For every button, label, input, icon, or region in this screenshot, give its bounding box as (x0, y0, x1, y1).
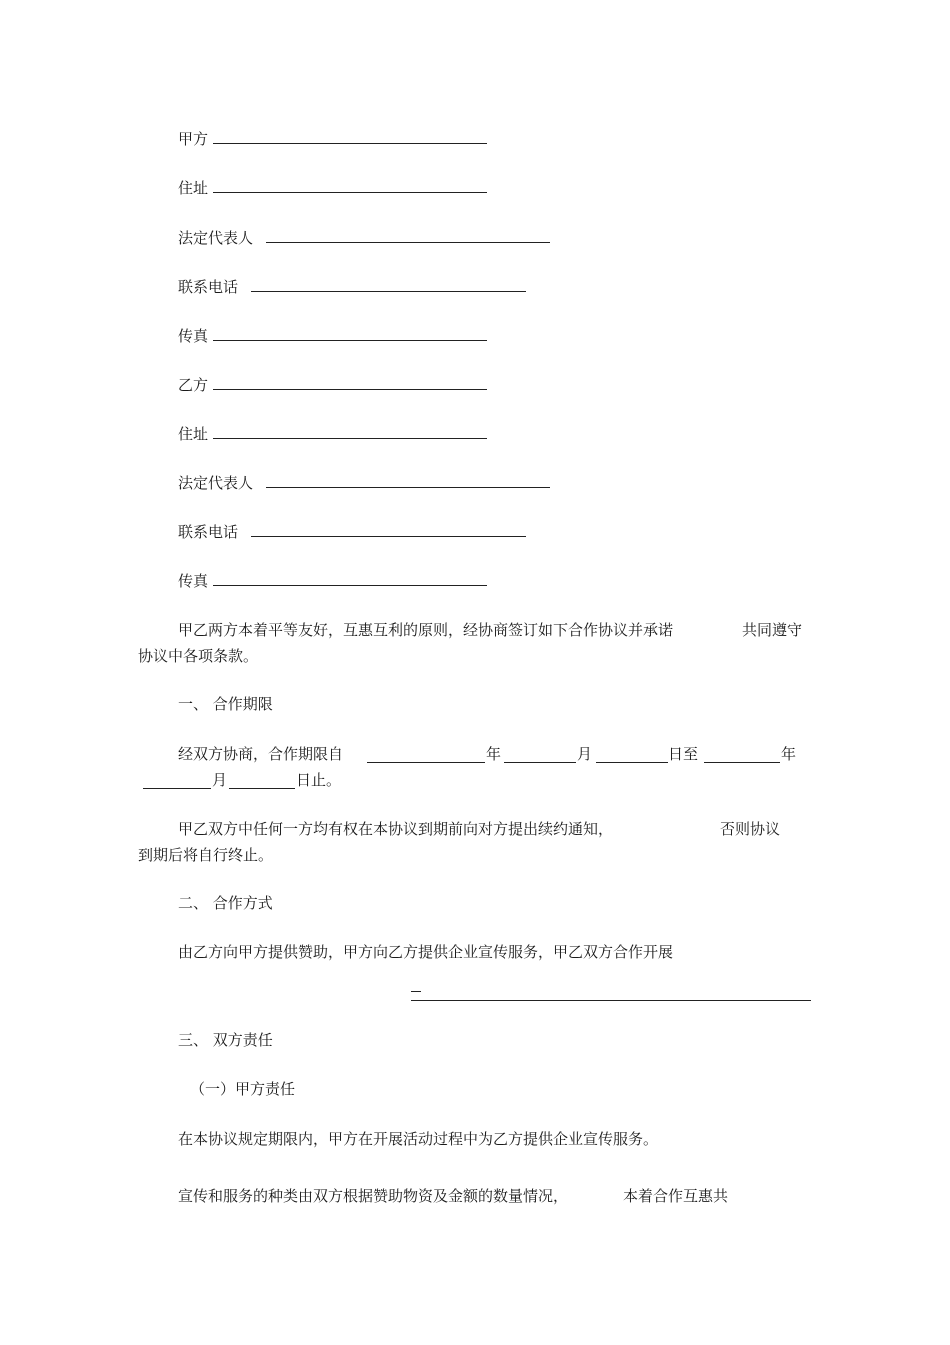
cooperation-content-blank[interactable] (411, 999, 811, 1001)
party-a-phone-label: 联系电话 (178, 278, 239, 296)
party-a-rep-line (178, 227, 550, 248)
section1-heading: 一、 合作期限 (178, 695, 273, 713)
party-b-address-label: 住址 (178, 425, 209, 443)
party-a-address-line (178, 177, 487, 198)
renewal-text-3: 到期后将自行终止。 (138, 846, 274, 864)
party-b-rep-line (178, 472, 550, 493)
start-year-blank[interactable] (367, 761, 485, 763)
end-year-label: 年 (781, 745, 797, 763)
section3-heading: 三、 双方责任 (178, 1031, 273, 1049)
cooperation-dash (411, 990, 421, 992)
party-a-fax-line (178, 325, 487, 346)
start-month-blank[interactable] (504, 761, 576, 763)
party-a-phone-blank[interactable] (251, 276, 526, 292)
party-a-address-blank[interactable] (213, 177, 487, 193)
party-a-duty-heading: （一）甲方责任 (190, 1080, 296, 1098)
end-month-label: 月 (212, 771, 228, 789)
party-a-rep-label: 法定代表人 (178, 229, 254, 247)
renewal-text-1: 甲乙双方中任何一方均有权在本协议到期前向对方提出续约通知， (178, 820, 614, 838)
party-a-fax-label: 传真 (178, 327, 209, 345)
intro-text-3: 协议中各项条款。 (138, 647, 259, 665)
party-b-phone-blank[interactable] (251, 521, 526, 537)
party-b-name-label: 乙方 (178, 376, 209, 394)
end-day-blank[interactable] (229, 787, 295, 789)
party-b-name-line (178, 374, 487, 395)
party-b-name-blank[interactable] (213, 374, 487, 390)
party-b-fax-blank[interactable] (213, 570, 487, 586)
duty-paragraph-2-part2: 本着合作互惠共 (623, 1187, 729, 1205)
start-day-to-label: 日至 (668, 745, 699, 763)
intro-text-2: 共同遵守 (742, 621, 803, 639)
party-a-address-label: 住址 (178, 179, 209, 197)
end-year-blank[interactable] (704, 761, 780, 763)
party-a-rep-blank[interactable] (266, 227, 550, 243)
party-b-rep-label: 法定代表人 (178, 474, 254, 492)
duty-paragraph-2-part1: 宣传和服务的种类由双方根据赞助物资及金额的数量情况， (178, 1187, 569, 1205)
section2-text: 由乙方向甲方提供赞助，甲方向乙方提供企业宣传服务，甲乙双方合作开展 (178, 943, 674, 961)
section2-heading: 二、 合作方式 (178, 894, 273, 912)
party-a-fax-blank[interactable] (213, 325, 487, 341)
party-b-address-line (178, 423, 487, 444)
duty-paragraph-1: 在本协议规定期限内，甲方在开展活动过程中为乙方提供企业宣传服务。 (178, 1130, 659, 1148)
party-b-phone-line (178, 521, 526, 542)
party-b-fax-line (178, 570, 487, 591)
renewal-text-2: 否则协议 (720, 820, 781, 838)
party-b-rep-blank[interactable] (266, 472, 550, 488)
party-a-name-blank[interactable] (213, 128, 487, 144)
party-a-name-label: 甲方 (178, 130, 209, 148)
start-day-blank[interactable] (596, 761, 668, 763)
party-b-address-blank[interactable] (213, 423, 487, 439)
intro-text-1: 甲乙两方本着平等友好，互惠互利的原则，经协商签订如下合作协议并承诺 (178, 621, 674, 639)
start-year-label: 年 (486, 745, 502, 763)
party-b-phone-label: 联系电话 (178, 523, 239, 541)
party-b-fax-label: 传真 (178, 572, 209, 590)
end-month-blank[interactable] (143, 787, 211, 789)
end-day-label: 日止。 (296, 771, 342, 789)
term-prefix: 经双方协商，合作期限自 (178, 745, 344, 763)
start-month-label: 月 (577, 745, 593, 763)
party-a-name-line (178, 128, 487, 149)
party-a-phone-line (178, 276, 526, 297)
